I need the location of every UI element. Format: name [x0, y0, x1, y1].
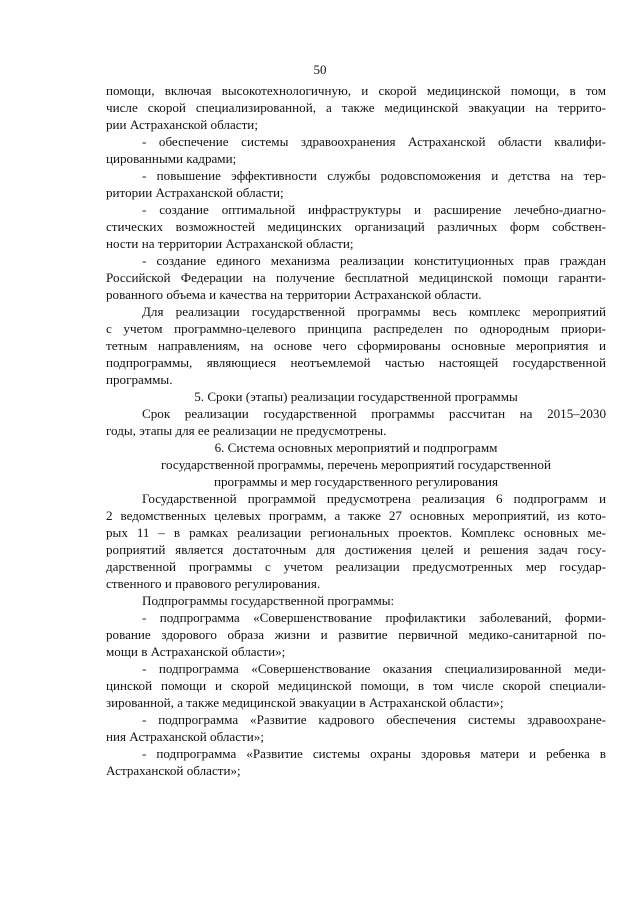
text-line: тетным направлениям, на основе чего сформированы основные мероприятия и — [106, 338, 606, 353]
text-line: - создание оптимальной инфраструктуры и расширение лечебно-диагно- — [142, 202, 606, 217]
text-line: числе скорой специализированной, а также медицинской эвакуации на террито- — [106, 100, 606, 115]
text-line: - создание единого механизма реализации конституционных прав граждан — [142, 253, 606, 268]
text-line: - подпрограмма «Совершенствование оказания специализированной меди- — [142, 661, 606, 676]
text-line: стических возможностей медицинских организаций различных форм собствен- — [106, 219, 606, 234]
text-line: ния Астраханской области»; — [106, 729, 264, 744]
text-line: ритории Астраханской области; — [106, 185, 284, 200]
text-line: Для реализации государственной программы весь комплекс мероприятий — [142, 304, 606, 319]
text-line: цинской помощи и скорой медицинской помощи, в том числе скорой специали- — [106, 678, 606, 693]
text-line: ности на территории Астраханской области; — [106, 236, 354, 251]
section-heading-line: программы и мер государственного регулирования — [213, 474, 499, 489]
text-line: рование здорового образа жизни и развитие первичной медико-санитарной по- — [106, 627, 606, 642]
text-line: помощи, включая высокотехнологичную, и скорой медицинской помощи, в том — [106, 83, 606, 98]
text-line: ственного и правового регулирования. — [106, 576, 321, 591]
page-number: 50 — [313, 62, 327, 77]
text-line: зированной, а также медицинской эвакуации в Астраханской области»; — [106, 695, 504, 710]
text-line: - повышение эффективности службы родовспоможения и детства на тер- — [142, 168, 606, 183]
text-line: подпрограммы, являющиеся неотъемлемой частью настоящей государственной — [106, 355, 606, 370]
document-body — [106, 82, 606, 779]
text-line: мощи в Астраханской области»; — [106, 644, 286, 659]
text-line: - подпрограмма «Развитие системы охраны здоровья матери и ребенка в — [142, 746, 606, 761]
text-line: рых 11 – в рамках реализации региональных проектов. Комплекс основных ме- — [106, 525, 606, 540]
text-line: Срок реализации государственной программы рассчитан на 2015–2030 — [142, 406, 606, 421]
text-line: - подпрограмма «Развитие кадрового обеспечения системы здравоохране- — [142, 712, 606, 727]
text-line: роприятий является достаточным для достижения целей и решения задач госу- — [106, 542, 606, 557]
text-line: с учетом программно-целевого принципа распределен по однородным приори- — [106, 321, 606, 336]
section-heading-line: 6. Система основных мероприятий и подпрограмм — [214, 440, 498, 455]
text-line: Подпрограммы государственной программы: — [142, 593, 395, 608]
text-line: цированными кадрами; — [106, 151, 237, 166]
text-line: Астраханской области»; — [106, 763, 241, 778]
section-heading-line: 5. Сроки (этапы) реализации государственной программы — [194, 389, 518, 404]
text-line: - подпрограмма «Совершенствование профилактики заболеваний, форми- — [142, 610, 606, 625]
text-line: 2 ведомственных целевых программ, а также 27 основных мероприятий, из кото- — [106, 508, 606, 523]
text-line: дарственной программы с учетом реализации предусмотренных мер государ- — [106, 559, 606, 574]
text-line: Государственной программой предусмотрена реализация 6 подпрограмм и — [142, 491, 606, 506]
text-line: - обеспечение системы здравоохранения Астраханской области квалифи- — [142, 134, 606, 149]
text-line: рованного объема и качества на территории Астраханской области. — [106, 287, 482, 302]
text-line: годы, этапы для ее реализации не предусмотрены. — [106, 423, 387, 438]
text-line: программы. — [106, 372, 173, 387]
text-line: Российской Федерации на получение бесплатной медицинской помощи гаранти- — [106, 270, 606, 285]
section-heading-line: государственной программы, перечень мероприятий государственной — [161, 457, 551, 472]
text-line: рии Астраханской области; — [106, 117, 258, 132]
